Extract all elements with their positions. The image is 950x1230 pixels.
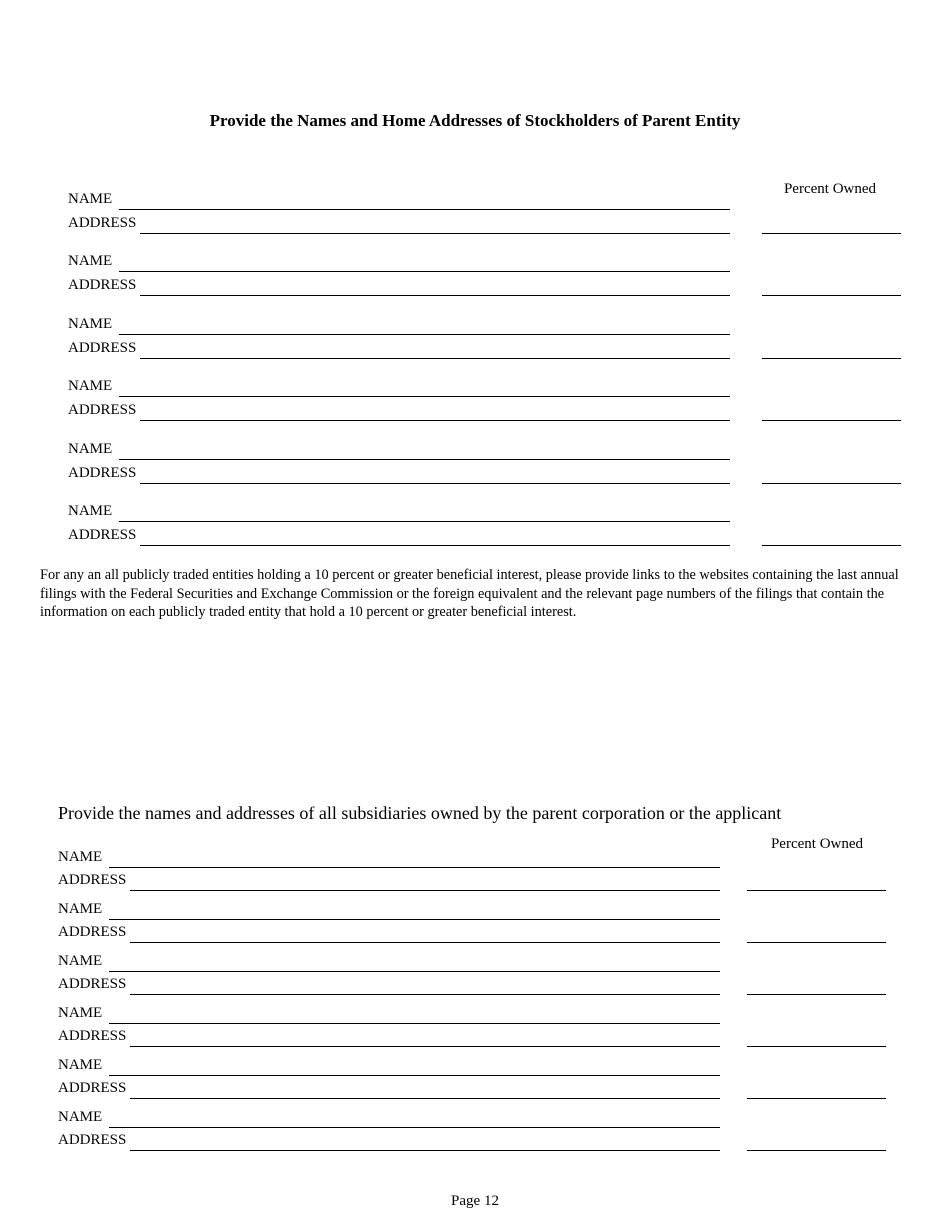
name-label: NAME (58, 1109, 103, 1125)
address-field[interactable] (130, 994, 720, 995)
section2-percent-owned-header: Percent Owned (770, 836, 864, 852)
name-field[interactable] (109, 1023, 720, 1024)
name-label: NAME (68, 503, 113, 519)
percent-owned-field[interactable] (747, 994, 886, 995)
section1-title: Provide the Names and Home Addresses of Stockholders of Parent Entity (209, 111, 741, 130)
name-field[interactable] (109, 1075, 720, 1076)
name-label: NAME (68, 440, 113, 457)
address-label: ADDRESS (68, 277, 137, 294)
percent-owned-field[interactable] (747, 890, 886, 891)
address-label: ADDRESS (58, 1028, 127, 1044)
section2-title: Provide the names and addresses of all subsidiaries owned by the parent corporation or the applicant (58, 803, 782, 823)
name-label: NAME (68, 253, 113, 270)
percent-owned-field[interactable] (762, 545, 901, 546)
name-field[interactable] (119, 459, 730, 460)
name-label: NAME (58, 1057, 103, 1073)
address-field[interactable] (140, 483, 730, 484)
name-label: NAME (68, 191, 113, 207)
name-label: NAME (68, 378, 113, 395)
name-field[interactable] (109, 919, 720, 920)
address-field[interactable] (140, 295, 730, 296)
section1-percent-owned-header: Percent Owned (783, 181, 877, 197)
name-label: NAME (58, 901, 103, 917)
address-field[interactable] (130, 1150, 720, 1151)
percent-owned-field[interactable] (762, 358, 901, 359)
address-field[interactable] (130, 942, 720, 943)
percent-owned-field[interactable] (762, 420, 901, 421)
instruction-paragraph: For any an all publicly traded entities holding a 10 percent or greater beneficial interest, please provide links to the websites containing the last annual filings with the Federal Securities and Exchange Commission or the foreign equivalent and the relevant page numbers of the filings that contain the information on each publicly traded entity that hold a 10 percent or greater beneficial interest. (40, 567, 899, 620)
percent-owned-field[interactable] (762, 233, 901, 234)
name-field[interactable] (119, 271, 730, 272)
address-field[interactable] (140, 358, 730, 359)
percent-owned-field[interactable] (747, 942, 886, 943)
address-label: ADDRESS (58, 924, 127, 940)
address-label: ADDRESS (58, 1080, 127, 1096)
address-label: ADDRESS (68, 215, 137, 231)
page-number: Page 12 (451, 1193, 499, 1209)
address-field[interactable] (140, 545, 730, 546)
address-label: ADDRESS (58, 1132, 127, 1148)
name-label: NAME (58, 1005, 103, 1021)
name-field[interactable] (119, 521, 730, 522)
percent-owned-field[interactable] (747, 1150, 886, 1151)
address-field[interactable] (130, 1098, 720, 1099)
name-field[interactable] (119, 209, 730, 210)
address-label: ADDRESS (68, 402, 137, 419)
address-label: ADDRESS (58, 976, 127, 992)
address-field[interactable] (130, 890, 720, 891)
percent-owned-field[interactable] (747, 1098, 886, 1099)
address-label: ADDRESS (68, 527, 137, 543)
address-field[interactable] (140, 420, 730, 421)
address-label: ADDRESS (68, 464, 137, 481)
address-field[interactable] (130, 1046, 720, 1047)
address-label: ADDRESS (68, 339, 137, 356)
name-field[interactable] (119, 396, 730, 397)
percent-owned-field[interactable] (747, 1046, 886, 1047)
name-label: NAME (58, 849, 103, 865)
percent-owned-field[interactable] (762, 295, 901, 296)
name-label: NAME (58, 953, 103, 969)
name-field[interactable] (119, 334, 730, 335)
address-label: ADDRESS (58, 872, 127, 888)
name-label: NAME (68, 315, 113, 332)
name-field[interactable] (109, 971, 720, 972)
name-field[interactable] (109, 1127, 720, 1128)
percent-owned-field[interactable] (762, 483, 901, 484)
address-field[interactable] (140, 233, 730, 234)
name-field[interactable] (109, 867, 720, 868)
